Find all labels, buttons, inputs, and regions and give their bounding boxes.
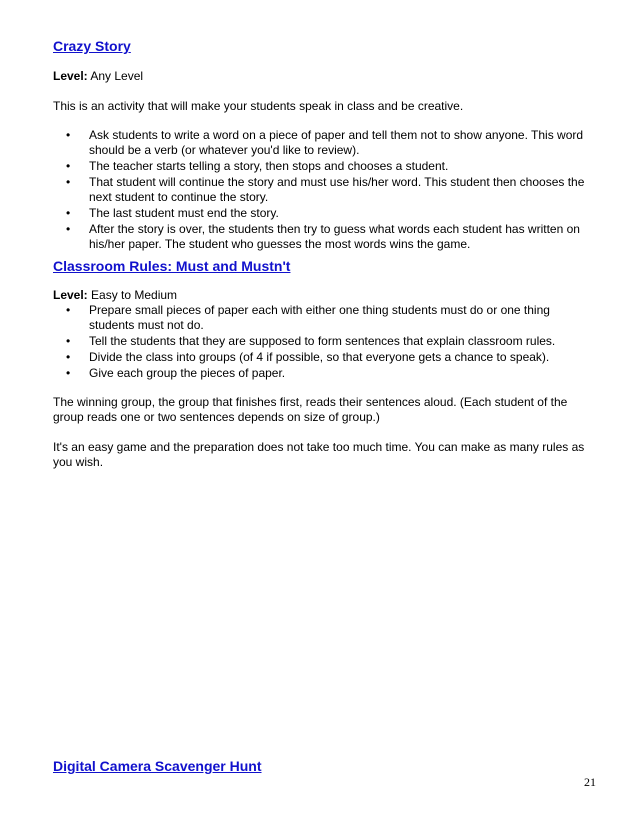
list-item-text: The teacher starts telling a story, then stops and chooses a student. — [89, 159, 449, 173]
bullet-icon: • — [66, 303, 71, 317]
classroom-rules-heading-link[interactable]: Classroom Rules: Must and Mustn't — [53, 258, 291, 274]
level-line — [53, 288, 593, 303]
list-item — [53, 175, 593, 205]
bullet-icon: • — [66, 366, 71, 380]
bullet-icon: • — [66, 159, 71, 173]
body-paragraph: The winning group, the group that finishes first, reads their sentences aloud. (Each student of the group reads one or two sentences depends on size of group.) — [53, 395, 568, 424]
crazy-story-heading-link[interactable]: Crazy Story — [53, 38, 131, 54]
list-item-text: The last student must end the story. — [89, 206, 279, 220]
level-line — [53, 69, 593, 84]
list-item — [53, 334, 593, 349]
section-classroom-rules — [53, 258, 593, 470]
list-item-text: Ask students to write a word on a piece of paper and tell them not to show anyone. This word should be a verb (or whatever you'd like to review). — [89, 128, 584, 157]
level-value: Easy to Medium — [87, 288, 178, 302]
list-item-text: After the story is over, the students then try to guess what words each student has written on his/her paper. The student who guesses the most words wins the game. — [89, 222, 580, 251]
list-item-text: Divide the class into groups (of 4 if possible, so that everyone gets a chance to speak). — [89, 350, 550, 364]
bullet-list — [53, 303, 593, 381]
intro-paragraph: This is an activity that will make your students speak in class and be creative. — [53, 99, 464, 113]
bullet-icon: • — [66, 334, 71, 348]
digital-camera-heading-link[interactable]: Digital Camera Scavenger Hunt — [53, 758, 262, 774]
section-digital-camera-scavenger-hunt — [53, 758, 593, 775]
level-value: Any Level — [87, 69, 144, 83]
body-paragraph: It's an easy game and the preparation does not take too much time. You can make as many rules as you wish. — [53, 440, 585, 469]
section-crazy-story — [53, 38, 593, 253]
bullet-icon: • — [66, 222, 71, 236]
list-item-text: Prepare small pieces of paper each with either one thing students must do or one thing students must not do. — [89, 303, 550, 332]
list-item — [53, 222, 593, 252]
list-item — [53, 206, 593, 221]
level-label: Level: — [53, 288, 88, 302]
bullet-icon: • — [66, 175, 71, 189]
list-item-text: Give each group the pieces of paper. — [89, 366, 286, 380]
list-item — [53, 350, 593, 365]
list-item — [53, 303, 593, 333]
list-item — [53, 128, 593, 158]
list-item — [53, 366, 593, 381]
bullet-icon: • — [66, 206, 71, 220]
bullet-icon: • — [66, 128, 71, 142]
bullet-list — [53, 128, 593, 252]
page-number: 21 — [584, 775, 596, 789]
list-item — [53, 159, 593, 174]
list-item-text: Tell the students that they are supposed to form sentences that explain classroom rules. — [89, 334, 556, 348]
level-label: Level: — [53, 69, 88, 83]
list-item-text: That student will continue the story and must use his/her word. This student then chooses the next student to continue the story. — [89, 175, 585, 204]
bullet-icon: • — [66, 350, 71, 364]
